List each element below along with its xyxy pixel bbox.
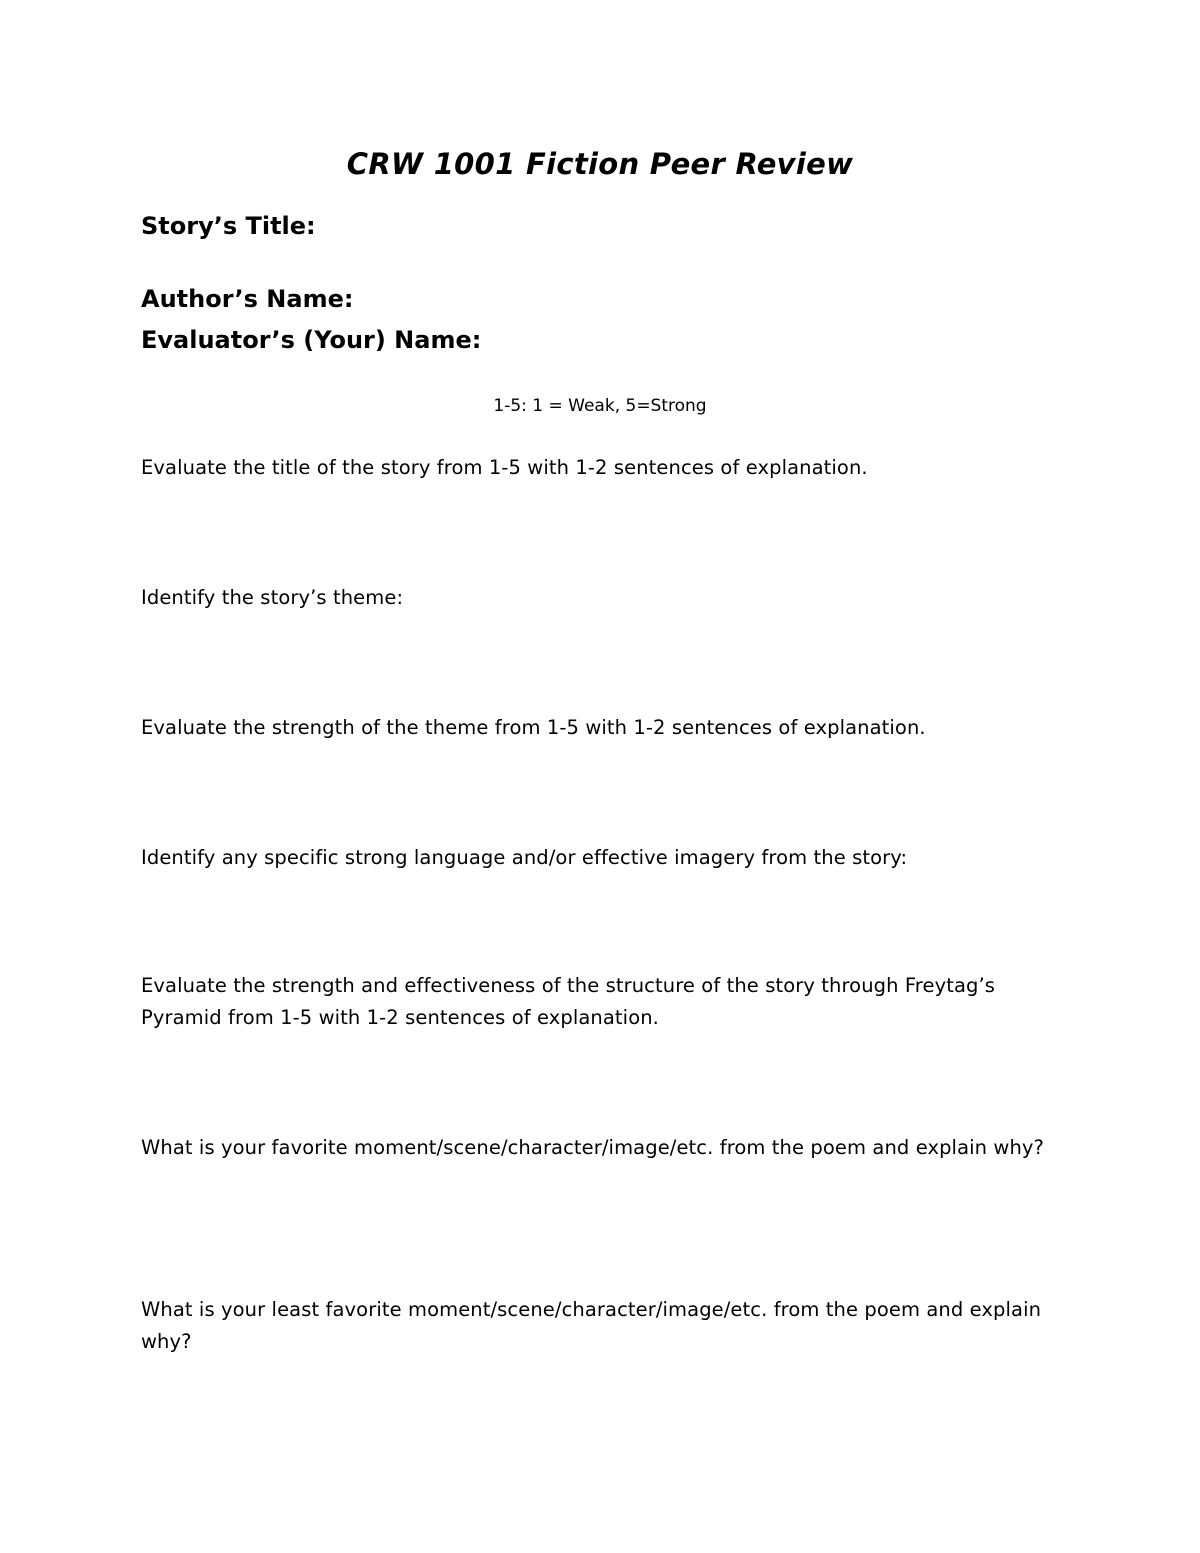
question-favorite-moment: What is your favorite moment/scene/character/image/etc. from the poem and explain why? — [141, 1136, 1044, 1159]
story-title-label: Story’s Title: — [141, 212, 316, 240]
question-theme-strength: Evaluate the strength of the theme from 1-5 with 1-2 sentences of explanation. — [141, 716, 926, 739]
question-language-imagery: Identify any specific strong language and/or effective imagery from the story: — [141, 846, 908, 869]
question-title-rating: Evaluate the title of the story from 1-5 with 1-2 sentences of explanation. — [141, 456, 868, 479]
evaluator-name-label: Evaluator’s (Your) Name: — [141, 326, 482, 354]
document-title: CRW 1001 Fiction Peer Review — [346, 147, 854, 181]
rating-scale-note: 1-5: 1 = Weak, 5=Strong — [493, 396, 707, 416]
question-least-favorite-moment: What is your least favorite moment/scene/character/image/etc. from the poem and explain why? — [141, 1298, 1042, 1353]
question-structure: Evaluate the strength and effectiveness of the structure of the story through Freytag’s Pyramid from 1-5 with 1-2 sentences of explanation. — [141, 974, 996, 1029]
author-name-label: Author’s Name: — [141, 285, 354, 313]
question-theme: Identify the story’s theme: — [141, 586, 404, 609]
